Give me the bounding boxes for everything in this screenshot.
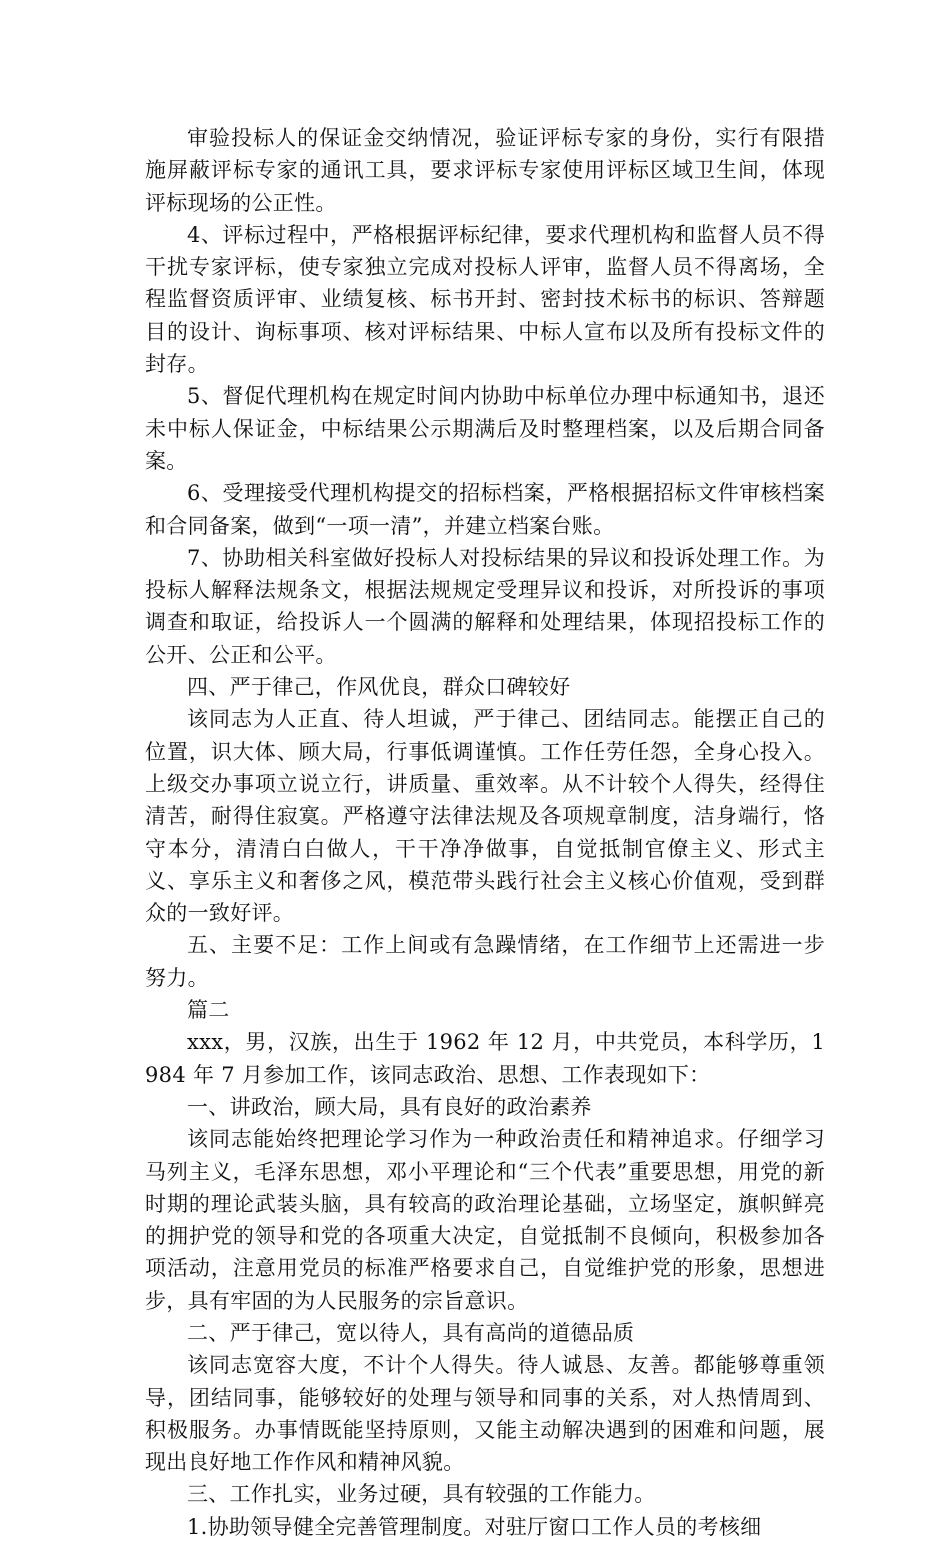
paragraph-bid-guarantee-verification: 审验投标人的保证金交纳情况，验证评标专家的身份，实行有限措施屏蔽评标专家的通讯工具，要求评标专家使用评标区域卫生间，体现评标现场的公正性。 xyxy=(145,126,825,215)
paragraph-personal-info: xxx，男，汉族，出生于 1962 年 12 月，中共党员，本科学历，1984 年 7 月参加工作，该同志政治、思想、工作表现如下： xyxy=(145,1030,825,1087)
paragraph-item-6-archives: 6、受理接受代理机构提交的招标档案，严格根据招标文件审核档案和合同备案，做到“一项一清”，并建立档案台账。 xyxy=(145,481,825,538)
paragraph-tolerance: 该同志宽容大度，不计个人得失。待人诚恳、友善。都能够尊重领导，团结同事，能够较好的处理与领导和同事的关系，对人热情周到、积极服务。办事情既能坚持原则，又能主动解决遇到的困难和问题，展现出良好地工作作风和精神风貌。 xyxy=(145,1353,825,1475)
section-heading-1-politics: 一、讲政治，顾大局，具有良好的政治素养 xyxy=(187,1094,592,1119)
section-heading-5-shortcomings: 五、主要不足：工作上间或有急躁情绪，在工作细节上还需进一步努力。 xyxy=(145,933,825,990)
part-two-heading: 篇二 xyxy=(187,998,230,1023)
paragraph-item-4-evaluation-process: 4、评标过程中，严格根据评标纪律，要求代理机构和监督人员不得干扰专家评标，使专家独立完成对投标人评审，监督人员不得离场，全程监督资质评审、业绩复核、标书开封、密封技术标书的标识、答辩题目的设计、询标事项、核对评标结果、中标人宣布以及所有投标文件的封存。 xyxy=(145,222,825,377)
paragraph-item-1-management: 1.协助领导健全完善管理制度。对驻厅窗口工作人员的考核细 xyxy=(187,1514,762,1539)
paragraph-item-5-award-notice: 5、督促代理机构在规定时间内协助中标单位办理中标通知书，退还未中标人保证金，中标结果公示期满后及时整理档案，以及后期合同备案。 xyxy=(145,384,825,473)
paragraph-political-study: 该同志能始终把理论学习作为一种政治责任和精神追求。仔细学习马列主义，毛泽东思想，邓小平理论和“三个代表”重要思想，用党的新时期的理论武装头脑，具有较高的政治理论基础，立场坚定，旗帜鲜亮的拥护党的领导和党的各项重大决定，自觉抵制不良倾向，积极参加各项活动，注意用党员的标准严格要求自己，自觉维护党的形象，思想进步，具有牢固的为人民服务的宗旨意识。 xyxy=(145,1127,825,1313)
section-heading-4: 四、严于律己，作风优良，群众口碑较好 xyxy=(187,675,571,700)
document-body xyxy=(145,122,825,1543)
section-heading-2-morality: 二、严于律己，宽以待人，具有高尚的道德品质 xyxy=(187,1320,635,1345)
paragraph-item-7-complaints: 7、协助相关科室做好投标人对投标结果的异议和投诉处理工作。为投标人解释法规条文，根据法规规定受理异议和投诉，对所投诉的事项调查和取证，给投诉人一个圆满的解释和处理结果，体现招投标工作的公开、公正和公平。 xyxy=(145,545,825,667)
section-heading-3-ability: 三、工作扎实，业务过硬，具有较强的工作能力。 xyxy=(187,1482,656,1507)
paragraph-character: 该同志为人正直、待人坦诚，严于律己、团结同志。能摆正自己的位置，识大体、顾大局，行事低调谨慎。工作任劳任怨，全身心投入。上级交办事项立说立行，讲质量、重效率。从不计较个人得失，经得住清苦，耐得住寂寞。严格遵守法律法规及各项规章制度，洁身端行，恪守本分，清清白白做人，干干净净做事，自觉抵制官僚主义、形式主义、享乐主义和奢侈之风，模范带头践行社会主义核心价值观，受到群众的一致好评。 xyxy=(145,707,825,926)
